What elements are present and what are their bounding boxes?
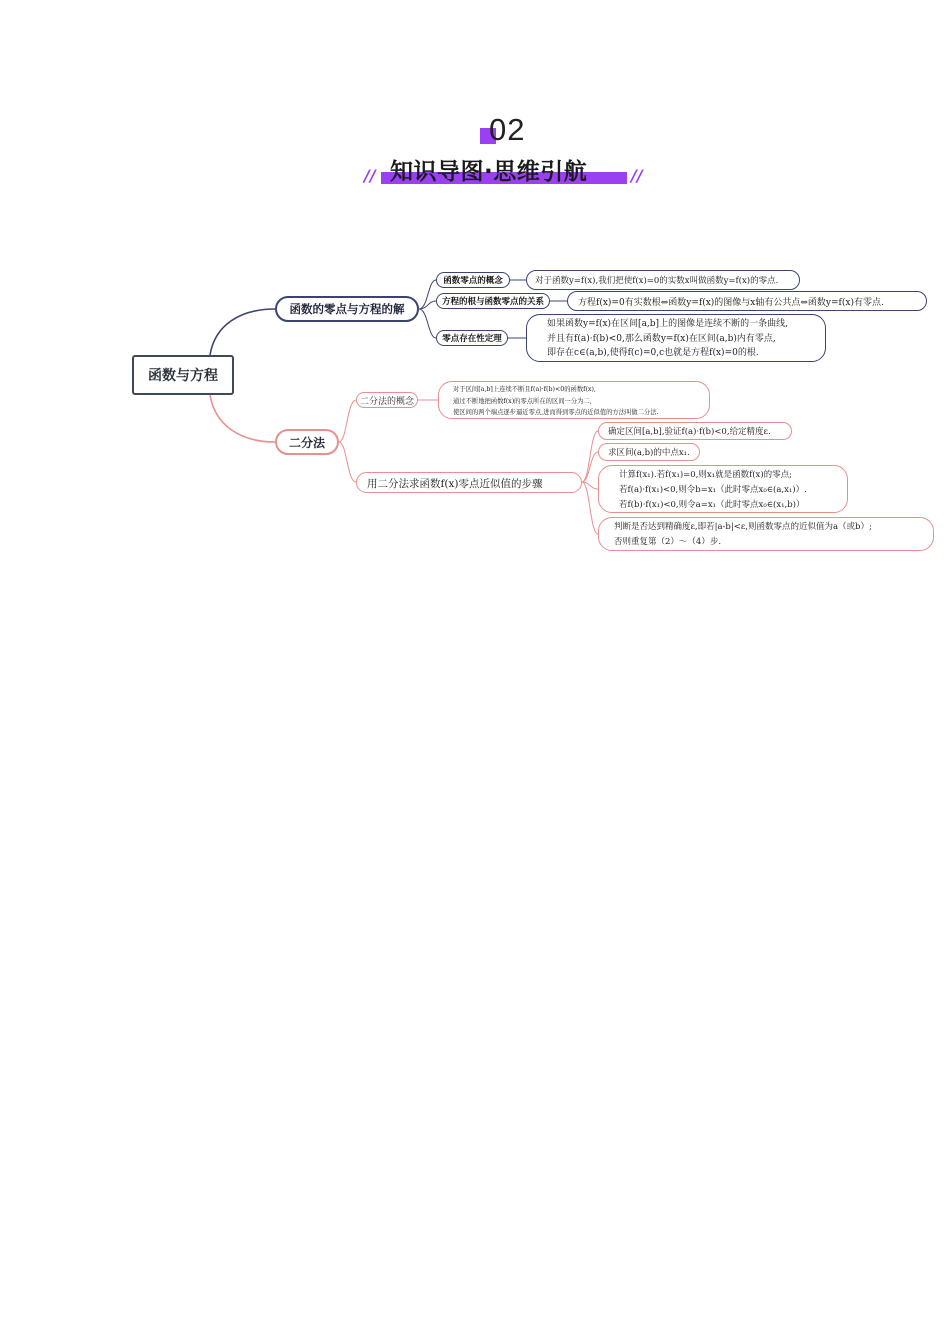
topic-bisection-concept: 二分法的概念 [356, 392, 418, 408]
leaf-line: 计算f(x₁).若f(x₁)=0,则x₁就是函数f(x)的零点; [619, 470, 793, 480]
leaf-line: 用二分法求函数f(x)零点近似值的步骤 [367, 478, 543, 490]
left-slash-mark: // [364, 166, 376, 185]
connector-b1-item3 [419, 309, 436, 338]
branch-bisection: 二分法 [275, 429, 339, 455]
leaf-line: 若f(b)·f(x₁)<0,则令a=x₁（此时零点x₀∈(x₁,b)） [619, 500, 805, 510]
leaf-line: 方程f(x)=0有实数根⇔函数y=f(x)的图像与x轴有公共点⇔函数y=f(x)有零点. [578, 298, 884, 308]
root-node: 函数与方程 [132, 355, 234, 395]
leaf-line: 判断是否达到精确度ε,即若|a-b|<ε,则函数零点的近似值为a（或b）; [614, 522, 872, 532]
leaf-existence-theorem [526, 314, 826, 362]
leaf-line: 使区间的两个端点逐步逼近零点,进而得到零点的近似值的方法叫做二分法. [453, 409, 659, 416]
step-1 [598, 422, 792, 440]
step-4 [598, 517, 934, 551]
leaf-line: 若f(a)·f(x₁)<0,则令b=x₁（此时零点x₀∈(a,x₁)）. [619, 485, 807, 495]
leaf-bisection-concept [438, 381, 710, 419]
leaf-line: 否则重复第（2）～（4）步. [614, 536, 722, 547]
topic-root-zero-relation: 方程的根与函数零点的关系 [436, 293, 550, 309]
leaf-line: 即存在c∈(a,b),使得f(c)=0,c也就是方程f(x)=0的根. [547, 348, 759, 358]
topic-bisection-steps [356, 472, 582, 493]
connector-step4 [582, 482, 598, 534]
connector-b2-steps [339, 442, 356, 482]
branch-zeros-and-equations: 函数的零点与方程的解 [275, 296, 419, 322]
leaf-zero-concept [526, 270, 800, 290]
leaf-line: 通过不断地把函数f(x)的零点所在的区间一分为二, [453, 397, 592, 405]
connector-b1-item1 [419, 280, 436, 309]
leaf-root-zero-relation [567, 291, 927, 311]
step-3 [598, 465, 848, 513]
section-number: 02 [489, 112, 526, 147]
leaf-line: 如果函数y=f(x)在区间[a,b]上的图像是连续不断的一条曲线, [547, 319, 788, 329]
connector-b2-concept [339, 400, 356, 442]
page-title: 知识导图·思维引航 [390, 159, 588, 185]
leaf-line: 对于区间[a,b]上连续不断且f(a)·f(b)<0的函数f(x), [453, 386, 596, 393]
connector-root-branch2 [210, 395, 275, 442]
step-2 [598, 443, 700, 461]
connector-step1 [582, 431, 598, 482]
leaf-line: 求区间(a,b)的中点x₁. [608, 448, 690, 458]
right-slash-mark: // [631, 166, 643, 185]
leaf-line: 并且有f(a)·f(b)<0,那么函数y=f(x)在区间(a,b)内有零点, [547, 333, 776, 344]
topic-existence-theorem: 零点存在性定理 [436, 330, 508, 346]
topic-zero-concept: 函数零点的概念 [436, 272, 510, 288]
connector-root-branch1 [210, 309, 275, 355]
leaf-line: 确定区间[a,b],验证f(a)·f(b)<0,给定精度ε. [608, 427, 771, 437]
leaf-line: 对于函数y=f(x),我们把使f(x)=0的实数x叫做函数y=f(x)的零点. [535, 276, 779, 286]
